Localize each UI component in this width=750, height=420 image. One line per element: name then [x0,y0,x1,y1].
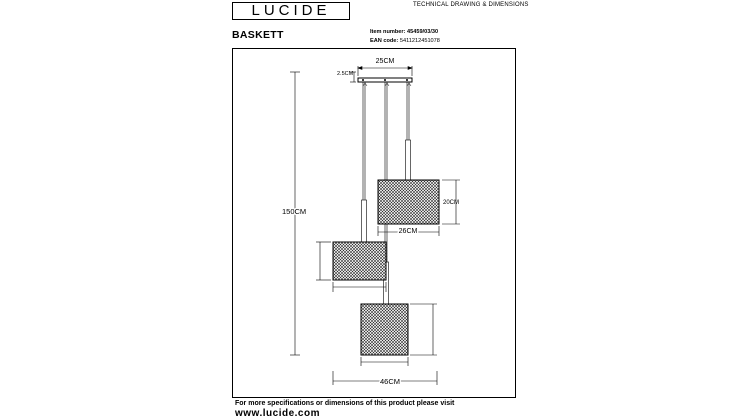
ean-code: 5411212451078 [399,38,440,44]
shade-middle [333,242,386,280]
footer-url[interactable]: www.lucide.com [235,408,320,419]
footer-text: For more specifications or dimensions of this product please visit [235,400,455,407]
lucide-logo: LUCIDE [232,2,350,20]
shade-top-height-label: 20CM [443,200,460,206]
canopy-width-label: 25CM [375,58,395,65]
shade-middle-width-dimension [333,282,386,292]
shade-lower [361,304,408,355]
suspension-cables [363,82,409,262]
canopy-width-dimension [358,66,412,76]
shade-middle-height-dimension [316,242,331,280]
ean-label: EAN code: [370,38,399,44]
shade-lower-height-dimension [410,304,437,355]
item-number: 45459/03/30 [407,29,439,35]
shade-top [378,180,439,224]
product-name: BASKETT [232,29,284,41]
shade-lower-width-dimension [361,357,408,366]
item-number-label: Item number: [370,29,406,35]
shade-top-width-label: 26CM [398,228,418,235]
document-type: TECHNICAL DRAWING & DIMENSIONS [413,2,529,8]
canopy-height-label: 2.5CM [337,71,354,77]
total-height-label: 150CM [282,207,307,216]
overall-width-label: 46CM [379,377,401,386]
